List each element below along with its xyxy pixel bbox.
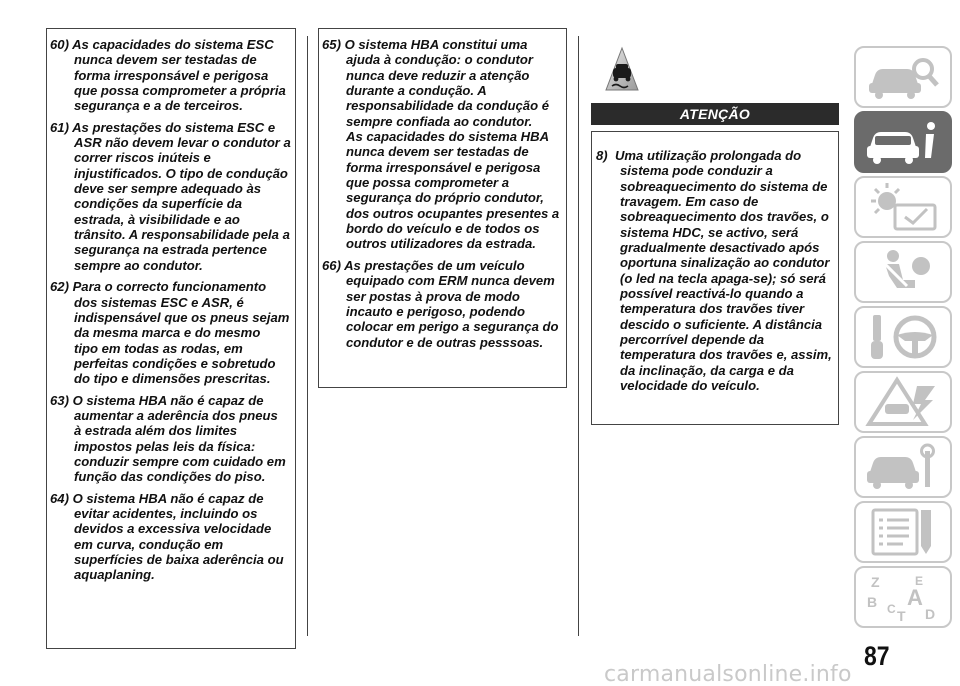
tab-key-steering[interactable] xyxy=(854,306,952,368)
index-letter-e: E xyxy=(915,574,924,588)
tab-checklist[interactable] xyxy=(854,501,952,563)
tab-seatbelt-airbag[interactable] xyxy=(854,241,952,303)
warning-item-66: 66) As prestações de um veículo equipado com ERM nunca devem ser postas à prova de modo incauto e perigoso, podendo colocar em perigo a segurança do condutor e de outras pesssoas. xyxy=(322,257,559,350)
alphabet-index-icon xyxy=(863,571,943,623)
tab-car-search[interactable] xyxy=(854,46,952,108)
page-number: 87 xyxy=(864,641,890,671)
warning-item-64: 64) O sistema HBA não é capaz de evitar acidentes, incluindo os devidos a excessiva velocidade em curva, condução em superfícies de baixa aderência ou aquaplaning. xyxy=(50,490,284,583)
attention-item-8: 8) Uma utilização prolongada do sistema pode conduzir a sobreaquecimento do sistema de travagem. Em caso de sobreaquecimento dos travões, o sistema HDC, se activo, será gradualmente desactivado após oportuna sinalização ao condutor (o led na tecla apaga-se); só será possível reactivá-lo quando a temperatura dos travões tiver descido o suficiente. A distância percorrível depende da temperatura dos travões e, assim, da inclinação, da carga e da velocidade do veículo. xyxy=(596,148,832,394)
slippery-car-warning-icon xyxy=(604,46,640,92)
index-letter-b: B xyxy=(867,594,878,610)
seatbelt-airbag-icon xyxy=(863,246,943,298)
attention-box xyxy=(591,131,839,425)
warning-item-65: 65) O sistema HBA constitui uma ajuda à condução: o condutor nunca deve reduzir a atenção durante a condução. A responsabilidade da condução é sempre confiada ao condutor. As capacidades do sistema HBA nunca devem ser testadas de forma irresponsável e perigosa que possa comprometer a segurança do próprio condutor, dos outros ocupantes presentes a bordo do veículo e de todos os outros utilizadores da estrada. xyxy=(322,37,560,252)
warning-item-63: 63) O sistema HBA não é capaz de aumentar a aderência dos pneus à estrada além dos limites impostos pelas leis da física: conduzir sempre com cuidado em função das condições do piso. xyxy=(50,392,286,485)
attention-header: ATENÇÃO xyxy=(591,103,839,125)
index-letter-t: T xyxy=(897,608,906,623)
car-search-icon xyxy=(863,51,943,103)
warning-lights-icon xyxy=(863,181,943,233)
key-steering-wheel-icon xyxy=(863,311,943,363)
car-info-icon xyxy=(863,116,943,168)
tab-alphabet-index[interactable] xyxy=(854,566,952,628)
warnings-box-middle xyxy=(318,28,567,388)
column-divider-2 xyxy=(578,36,579,636)
checklist-icon xyxy=(863,506,943,558)
warning-item-62: 62) Para o correcto funcionamento dos sistemas ESC e ASR, é indispensável que os pneus sejam da mesma marca e do mesmo tipo em todas as rodas, em perfeitas condições e sobretudo do tipo e dimensões prescritas. xyxy=(50,279,290,387)
index-letter-a: A xyxy=(907,585,923,610)
column-divider-1 xyxy=(307,36,308,636)
car-service-icon xyxy=(863,441,943,493)
warning-triangle-car-icon xyxy=(863,376,943,428)
index-letter-z: Z xyxy=(871,574,880,590)
watermark-text: carmanualsonline.info xyxy=(604,662,852,686)
tab-warning-lights[interactable] xyxy=(854,176,952,238)
tab-car-info[interactable] xyxy=(854,111,952,173)
index-letter-d: D xyxy=(925,606,936,622)
warnings-box-left xyxy=(46,28,296,649)
warning-item-61: 61) As prestações do sistema ESC e ASR não devem levar o condutor a correr riscos inúteis e injustificados. O tipo de condução deve ser sempre adequado às condições da superfície da estrada, à visibilidade e ao trânsito. A responsabilidade pela a segurança na estrada pertence sempre ao condutor. xyxy=(50,119,291,273)
warning-item-60: 60) As capacidades do sistema ESC nunca devem ser testadas de forma irresponsável e perigosa que possa comprometer a própria segurança e a de terceiros. xyxy=(50,37,286,114)
index-letter-c: C xyxy=(887,602,896,616)
tab-car-service[interactable] xyxy=(854,436,952,498)
tab-warning-triangle[interactable] xyxy=(854,371,952,433)
